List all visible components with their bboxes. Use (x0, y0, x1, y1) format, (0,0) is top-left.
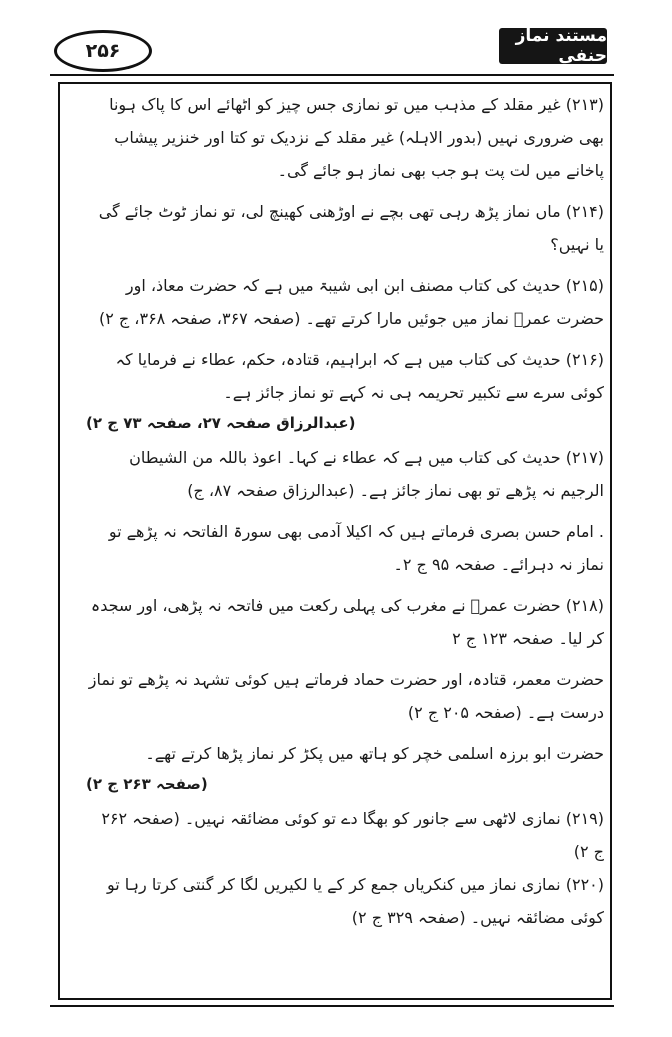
entry-muammar: حضرت معمر، قتادہ، اور حضرت حماد فرماتے ہیں کوئی تشہد نہ پڑھے تو نماز درست ہے۔ (صفحہ ۲۰۵ ج ۲) (88, 670, 604, 722)
entry-213: (۲۱۳) غیر مقلد کے مذہب میں تو نمازی جس چیز کو اٹھائے اس کا پاک ہونا بھی ضروری نہیں (بدور الاہلہ) غیر مقلد کے نزدیک تو کتا اور خنزیر پیشاب پاخانے میں لت پت ہو جب بھی نماز ہو جائے گی۔ (109, 95, 604, 180)
spacer (86, 581, 604, 589)
header-divider (50, 74, 614, 76)
entry-abu-barza-reference: (صفحہ ۲۶۳ ج ۲) (86, 775, 208, 793)
entry-hasan-basri: . امام حسن بصری فرماتے ہیں کہ اکیلا آدمی بھی سورۃ الفاتحہ نہ پڑھے تو نماز نہ دہرائے۔ صفحہ ۹۵ ج ۲۔ (108, 522, 604, 574)
page-body (86, 88, 604, 934)
entry-216-reference: (عبدالرزاق صفحہ ۲۷، صفحہ ۷۳ ج ۲) (86, 414, 356, 432)
entry-216: (۲۱۶) حدیث کی کتاب میں ہے کہ ابراہیم، قتادہ، حکم، عطاء نے فرمایا کہ کوئی سرے سے تکبیر تحریمہ ہی نہ کہے تو نماز جائز ہے۔ (115, 350, 604, 402)
spacer (86, 507, 604, 515)
entry-218: (۲۱۸) حضرت عمرؓ نے مغرب کی پہلی رکعت میں فاتحہ نہ پڑھی، اور سجدہ کر لیا۔ صفحہ ۱۲۳ ج ۲ (90, 596, 604, 648)
spacer (86, 729, 604, 737)
spacer (86, 655, 604, 663)
entry-217: (۲۱۷) حدیث کی کتاب میں ہے کہ عطاء نے کہا۔ اعوذ باللہ من الشیطان الرجیم نہ پڑھے تو بھی نماز جائز ہے۔ (عبدالرزاق صفحہ ۸۷، ج) (129, 448, 604, 500)
entry-220: (۲۲۰) نمازی نماز میں کنکریاں جمع کر کے یا لکیریں لگا کر گنتی کرتا رہا تو کوئی مضائقہ نہیں۔ (صفحہ ۳۲۹ ج ۲) (107, 875, 604, 927)
entry-abu-barza: حضرت ابو برزہ اسلمی خچر کو ہاتھ میں پکڑ کر نماز پڑھا کرتے تھے۔ (145, 744, 604, 763)
page-number: ۲۵۶ (54, 30, 152, 72)
book-title: مستند نماز حنفی (499, 28, 607, 64)
entry-214: (۲۱۴) ماں نماز پڑھ رہی تھی بچے نے اوڑھنی کھینچ لی، تو نماز ٹوٹ جائے گی یا نہیں؟ (98, 202, 604, 254)
footer-divider (50, 1005, 614, 1007)
spacer (86, 261, 604, 269)
spacer (86, 187, 604, 195)
entry-215: (۲۱۵) حدیث کی کتاب مصنف ابن ابی شیبۃ میں ہے کہ حضرت معاذ، اور حضرت عمرؓ نماز میں جوئیں مارا کرتے تھے۔ (صفحہ ۳۶۷، صفحہ ۳۶۸، ج ۲) (98, 276, 604, 328)
entry-219: (۲۱۹) نمازی لاٹھی سے جانور کو بھگا دے تو کوئی مضائقہ نہیں۔ (صفحہ ۲۶۲ ج ۲) (101, 809, 604, 861)
spacer (86, 335, 604, 343)
